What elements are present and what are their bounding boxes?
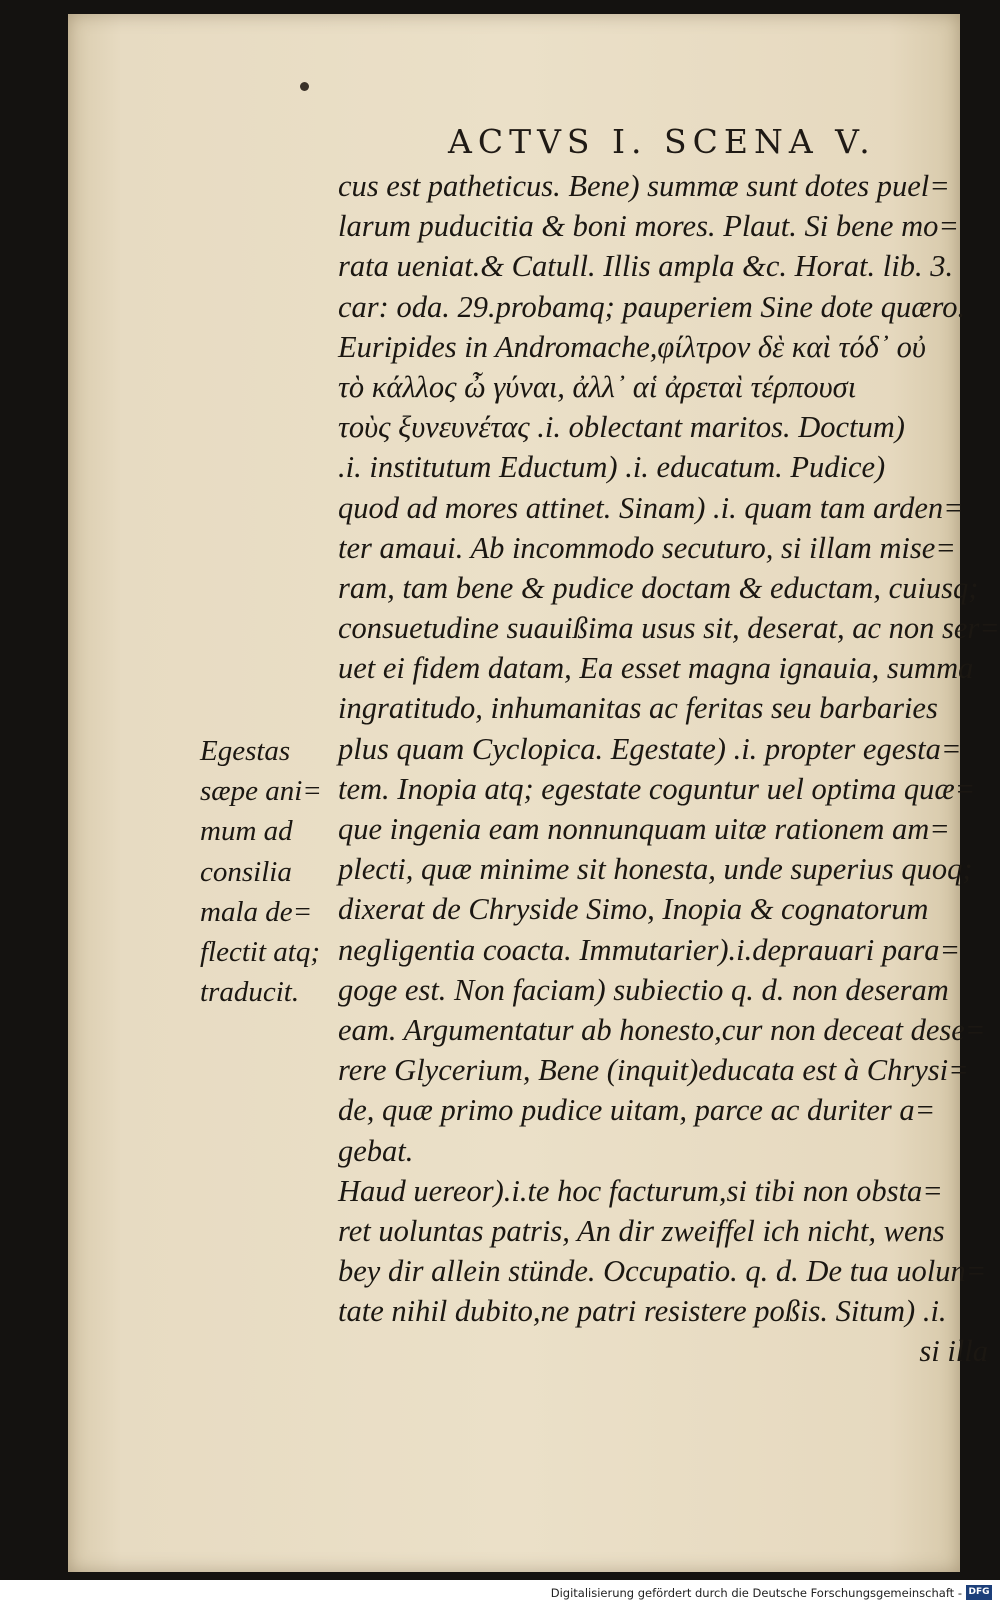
catchword: si illa [919, 1334, 988, 1369]
margin-note-line: sæpe ani= [200, 775, 322, 808]
text-line: Euripides in Andromache,φίλτρον δὲ καὶ τόδ᾽ οὐ [338, 329, 926, 364]
text-line: goge est. Non faciam) subiectio q. d. non deseram [338, 972, 949, 1007]
margin-note-line: traducit. [200, 976, 300, 1009]
text-line: gebat. [338, 1133, 414, 1168]
text-line: eam. Argumentatur ab honesto,cur non deceat dese= [338, 1012, 986, 1047]
text-line: bey dir allein stünde. Occupatio. q. d. De tua uolun= [338, 1254, 987, 1289]
text-line: τοὺς ξυνευνέτας .i. oblectant maritos. Doctum) [338, 410, 905, 445]
margin-note-line: mum ad [200, 815, 293, 848]
dfg-logo: DFG [966, 1585, 992, 1600]
text-line: ram, tam bene & pudice doctam & eductam, cuiusq; [338, 570, 979, 605]
text-line: uet ei fidem datam, Ea esset magna ignauia, summa [338, 651, 974, 686]
commentary-text [338, 166, 998, 1372]
margin-note-line: consilia [200, 855, 292, 888]
text-line: tem. Inopia atq; egestate coguntur uel optima quæ= [338, 771, 976, 806]
text-line: ingratitudo, inhumanitas ac feritas seu barbaries [338, 691, 938, 726]
book-page [68, 14, 1000, 1572]
text-line: ter amaui. Ab incommodo secuturo, si illam mise= [338, 530, 956, 565]
text-line: cus est patheticus. Bene) summæ sunt dotes puel= [338, 169, 950, 203]
text-line: plus quam Cyclopica. Egestate) .i. propter egesta= [338, 731, 962, 766]
text-line: rata ueniat.& Catull. Illis ampla &c. Horat. lib. 3. [338, 249, 954, 284]
text-line: de, quæ primo pudice uitam, parce ac duriter a= [338, 1093, 936, 1128]
text-line: negligentia coacta. Immutarier).i.deprauari para= [338, 932, 961, 967]
text-line: car: oda. 29.probamq; pauperiem Sine dote quæro. [338, 289, 966, 324]
ink-dot [300, 82, 309, 91]
text-line: consuetudine suauißima usus sit, deserat, ac non ser= [338, 611, 1000, 646]
text-line: quod ad mores attinet. Sinam) .i. quam tam arden= [338, 490, 964, 525]
text-line: que ingenia eam nonnunquam uitæ rationem am= [338, 812, 950, 846]
text-line: tate nihil dubito,ne patri resistere poßis. Situm) .i. [338, 1294, 947, 1329]
margin-note [200, 731, 332, 1012]
text-line: ret uoluntas patris, An dir zweiffel ich nicht, wens [338, 1213, 945, 1248]
digitization-footer [0, 1580, 1000, 1607]
running-title: ACTVS I. SCENA V. [448, 122, 876, 161]
margin-note-line: mala de= [200, 895, 313, 928]
margin-note-line: flectit atq; [200, 935, 320, 968]
text-line: plecti, quæ minime sit honesta, unde superius quoq; [338, 852, 973, 887]
text-line: Haud uereor).i.te hoc facturum,si tibi non obsta= [338, 1173, 943, 1208]
text-line: larum puducitia & boni mores. Plaut. Si bene mo= [338, 209, 959, 244]
funding-credit: Digitalisierung gefördert durch die Deutsche Forschungsgemeinschaft - [550, 1586, 962, 1600]
text-line: rere Glycerium, Bene (inquit)educata est à Chrysi= [338, 1053, 969, 1088]
margin-note-line: Egestas [200, 735, 291, 767]
text-line: .i. institutum Eductum) .i. educatum. Pudice) [338, 450, 886, 485]
text-line: τὸ κάλλος ὦ γύναι, ἀλλ᾽ αἱ ἀρεταὶ τέρπουσι [338, 369, 857, 404]
text-line: dixerat de Chryside Simo, Inopia & cognatorum [338, 892, 929, 927]
